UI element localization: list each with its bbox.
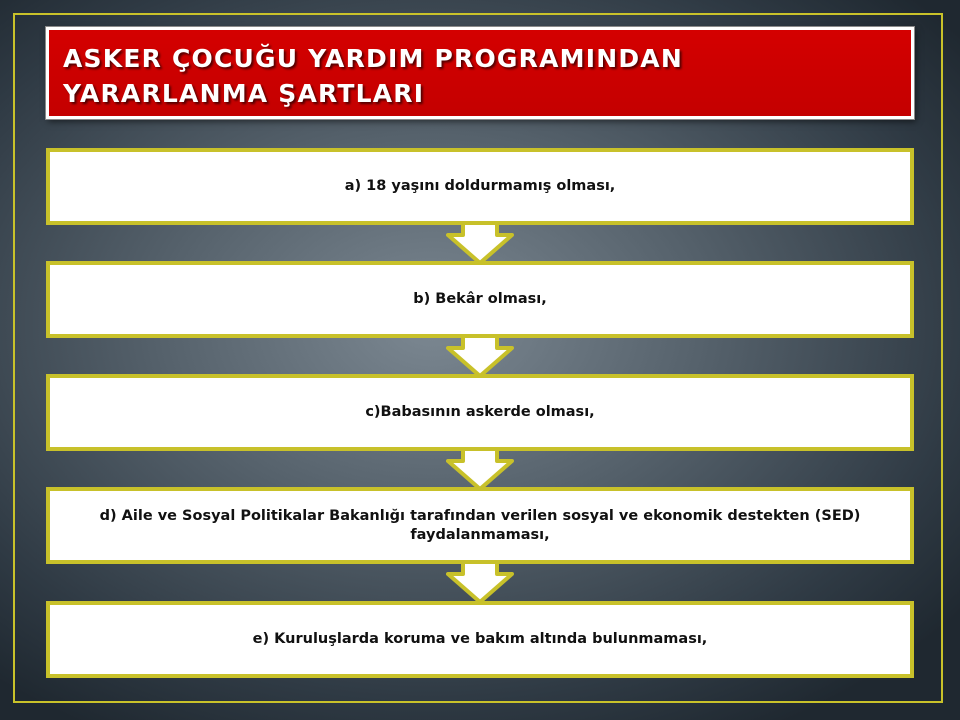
flow-step-c-label: c)Babasının askerde olması, — [365, 404, 595, 420]
flow-step-a-label: a) 18 yaşını doldurmamış olması, — [344, 178, 616, 194]
flow-step-d-label: d) Aile ve Sosyal Politikalar Bakanlığı tarafından verilen sosyal ve ekonomik destekten (SED) faydalanmaması, — [99, 507, 861, 543]
flow-step-d — [46, 487, 914, 564]
title-banner — [46, 27, 914, 119]
down-arrow-icon — [446, 334, 514, 378]
flow-step-c — [46, 374, 914, 451]
down-arrow-icon — [446, 447, 514, 491]
down-arrow-icon — [446, 560, 514, 604]
flow-step-a — [46, 148, 914, 225]
flow-step-e — [46, 601, 914, 678]
flow-step-b-label: b) Bekâr olması, — [413, 291, 547, 307]
flow-step-b — [46, 261, 914, 338]
flow-step-e-label: e) Kuruluşlarda koruma ve bakım altında bulunmaması, — [252, 631, 708, 647]
down-arrow-icon — [446, 221, 514, 265]
slide-title: ASKER ÇOCUĞU YARDIM PROGRAMINDAN YARARLANMA ŞARTLARI — [63, 44, 683, 108]
